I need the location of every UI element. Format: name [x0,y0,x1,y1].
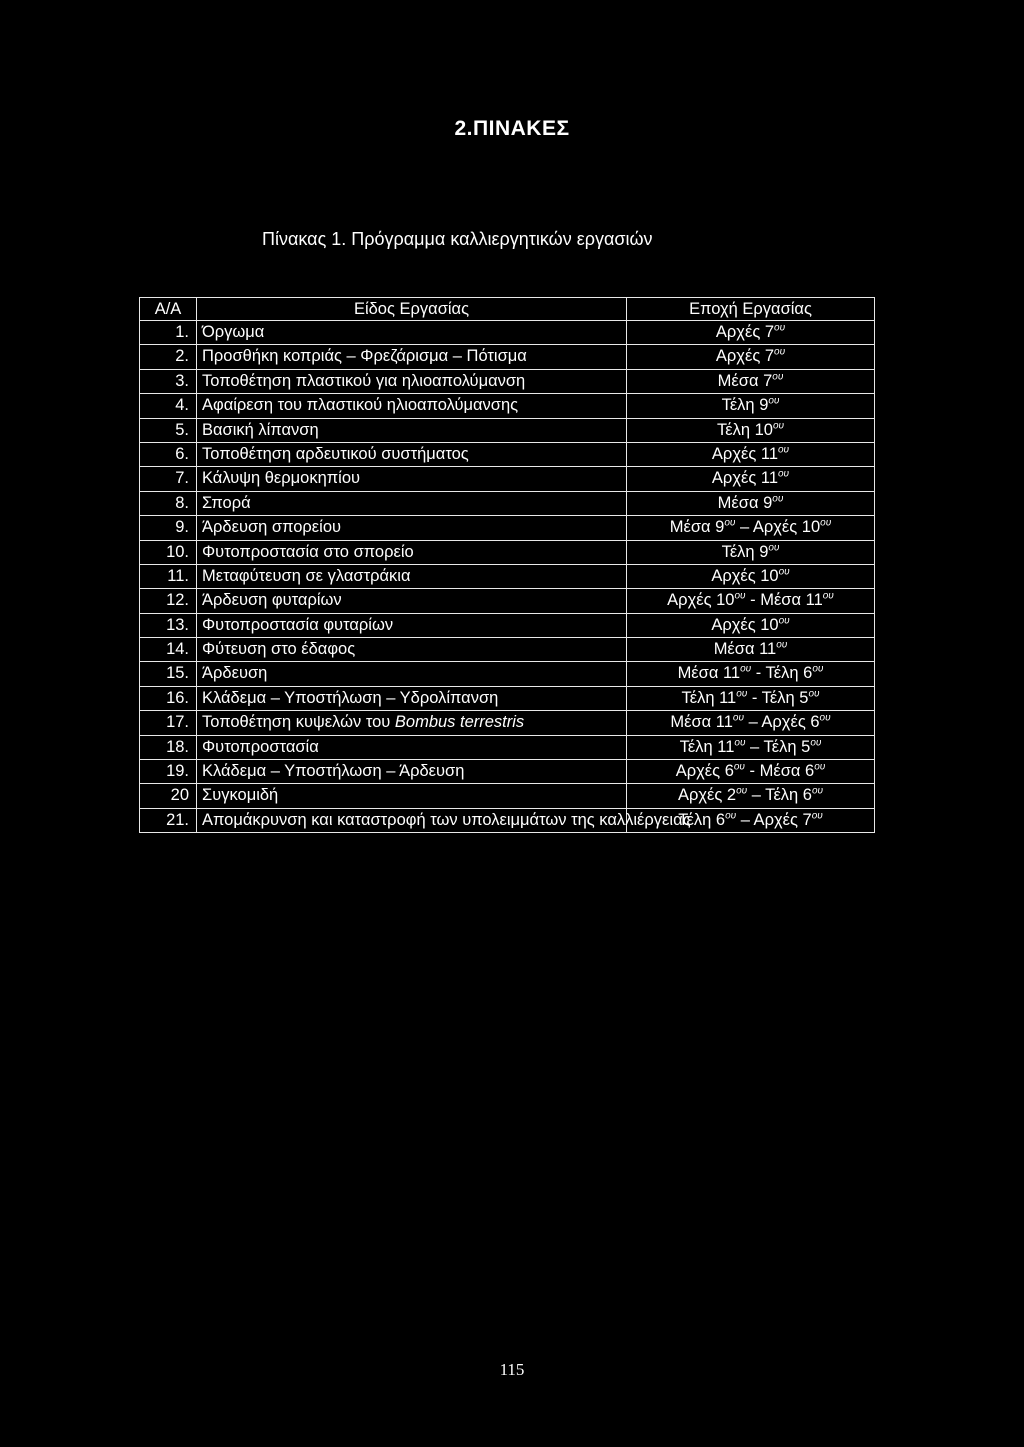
row-season: Αρχές $11^{o\upsilon}$ [627,442,875,466]
table-row [140,784,875,808]
row-operation: Φύτευση στο έδαφος [197,638,627,662]
table-row [140,345,875,369]
row-season: Τέλη $11^{o\upsilon}$ – Τέλη $5^{o\upsilon}$ [627,735,875,759]
table-body [140,321,875,833]
row-operation: Όργωμα [197,321,627,345]
header-number: Α/Α [140,298,197,321]
table-row [140,442,875,466]
row-operation: Απομάκρυνση και καταστροφή των υπολειμμάτων της καλλιέργειας [197,808,627,832]
row-number: 14. [140,638,197,662]
table-row [140,491,875,515]
row-number: 4. [140,394,197,418]
table-row [140,589,875,613]
row-operation: Τοποθέτηση κυψελών του Bombus terrestris [197,711,627,735]
row-season: Τέλη $9^{o\upsilon}$ [627,540,875,564]
row-number: 9. [140,516,197,540]
table-row [140,394,875,418]
table-row [140,638,875,662]
table-row [140,516,875,540]
table-row [140,564,875,588]
table-row [140,662,875,686]
row-number: 10. [140,540,197,564]
row-operation: Κλάδεμα – Υποστήλωση – Υδρολίπανση [197,686,627,710]
row-operation: Φυτοπροστασία φυταρίων [197,613,627,637]
row-operation: Κάλυψη θερμοκηπίου [197,467,627,491]
row-operation: Άρδευση [197,662,627,686]
row-number: 16. [140,686,197,710]
row-season: Αρχές $6^{o\upsilon}$ - Μέσα $6^{o\upsilon}$ [627,760,875,784]
table-row [140,735,875,759]
row-number: 20 [140,784,197,808]
row-season: Τέλη $9^{o\upsilon}$ [627,394,875,418]
table-row [140,808,875,832]
row-number: 21. [140,808,197,832]
row-season: Αρχές $2^{o\upsilon}$ – Τέλη $6^{o\upsilon}$ [627,784,875,808]
row-number: 15. [140,662,197,686]
row-operation: Φυτοπροστασία [197,735,627,759]
table-row [140,540,875,564]
row-operation: Φυτοπροστασία στο σπορείο [197,540,627,564]
row-season: Μέσα $11^{o\upsilon}$ - Τέλη $6^{o\upsilon}$ [627,662,875,686]
row-number: 5. [140,418,197,442]
row-season: Τέλη $10^{o\upsilon}$ [627,418,875,442]
section-heading: 2.ΠΙΝΑΚΕΣ [454,117,570,140]
row-operation: Άρδευση σπορείου [197,516,627,540]
row-season: Μέσα $11^{o\upsilon}$ [627,638,875,662]
row-number: 8. [140,491,197,515]
row-operation: Κλάδεμα – Υποστήλωση – Άρδευση [197,760,627,784]
row-season: Αρχές $10^{o\upsilon}$ - Μέσα $11^{o\upsilon}$ [627,589,875,613]
header-operation: Είδος Εργασίας [197,298,627,321]
row-number: 12. [140,589,197,613]
table-header-row [140,298,875,321]
row-operation: Τοποθέτηση πλαστικού για ηλιοαπολύμανση [197,369,627,393]
row-number: 7. [140,467,197,491]
row-operation: Προσθήκη κοπριάς – Φρεζάρισμα – Πότισμα [197,345,627,369]
row-number: 19. [140,760,197,784]
row-season: Τέλη $6^{o\upsilon}$ – Αρχές $7^{o\upsilon}$ [627,808,875,832]
row-number: 13. [140,613,197,637]
table-row [140,711,875,735]
row-season: Αρχές $10^{o\upsilon}$ [627,564,875,588]
header-season: Εποχή Εργασίας [627,298,875,321]
row-operation: Σπορά [197,491,627,515]
row-number: 11. [140,564,197,588]
row-number: 3. [140,369,197,393]
row-number: 6. [140,442,197,466]
row-season: Μέσα $11^{o\upsilon}$ – Αρχές $6^{o\upsilon}$ [627,711,875,735]
row-season: Μέσα $9^{o\upsilon}$ – Αρχές $10^{o\upsilon}$ [627,516,875,540]
row-season: Μέσα $7^{o\upsilon}$ [627,369,875,393]
table-row [140,467,875,491]
row-season: Αρχές $10^{o\upsilon}$ [627,613,875,637]
row-operation: Βασική λίπανση [197,418,627,442]
operations-table [139,297,875,833]
table-row [140,760,875,784]
row-season: Αρχές $7^{o\upsilon}$ [627,321,875,345]
row-operation: Άρδευση φυταρίων [197,589,627,613]
row-number: 2. [140,345,197,369]
table-row [140,613,875,637]
row-season: Αρχές $7^{o\upsilon}$ [627,345,875,369]
table-row [140,369,875,393]
row-number: 1. [140,321,197,345]
row-number: 18. [140,735,197,759]
row-season: Μέσα $9^{o\upsilon}$ [627,491,875,515]
row-operation: Τοποθέτηση αρδευτικού συστήματος [197,442,627,466]
row-operation: Αφαίρεση του πλαστικού ηλιοαπολύμανσης [197,394,627,418]
row-operation: Μεταφύτευση σε γλαστράκια [197,564,627,588]
row-season: Τέλη $11^{o\upsilon}$ - Τέλη $5^{o\upsilon}$ [627,686,875,710]
row-season: Αρχές $11^{o\upsilon}$ [627,467,875,491]
row-number: 17. [140,711,197,735]
table-row [140,321,875,345]
table-row [140,418,875,442]
table-caption: Πίνακας 1. Πρόγραμμα καλλιεργητικών εργασιών [262,229,653,249]
page-number: 115 [499,1360,525,1379]
row-operation: Συγκομιδή [197,784,627,808]
table-row [140,686,875,710]
